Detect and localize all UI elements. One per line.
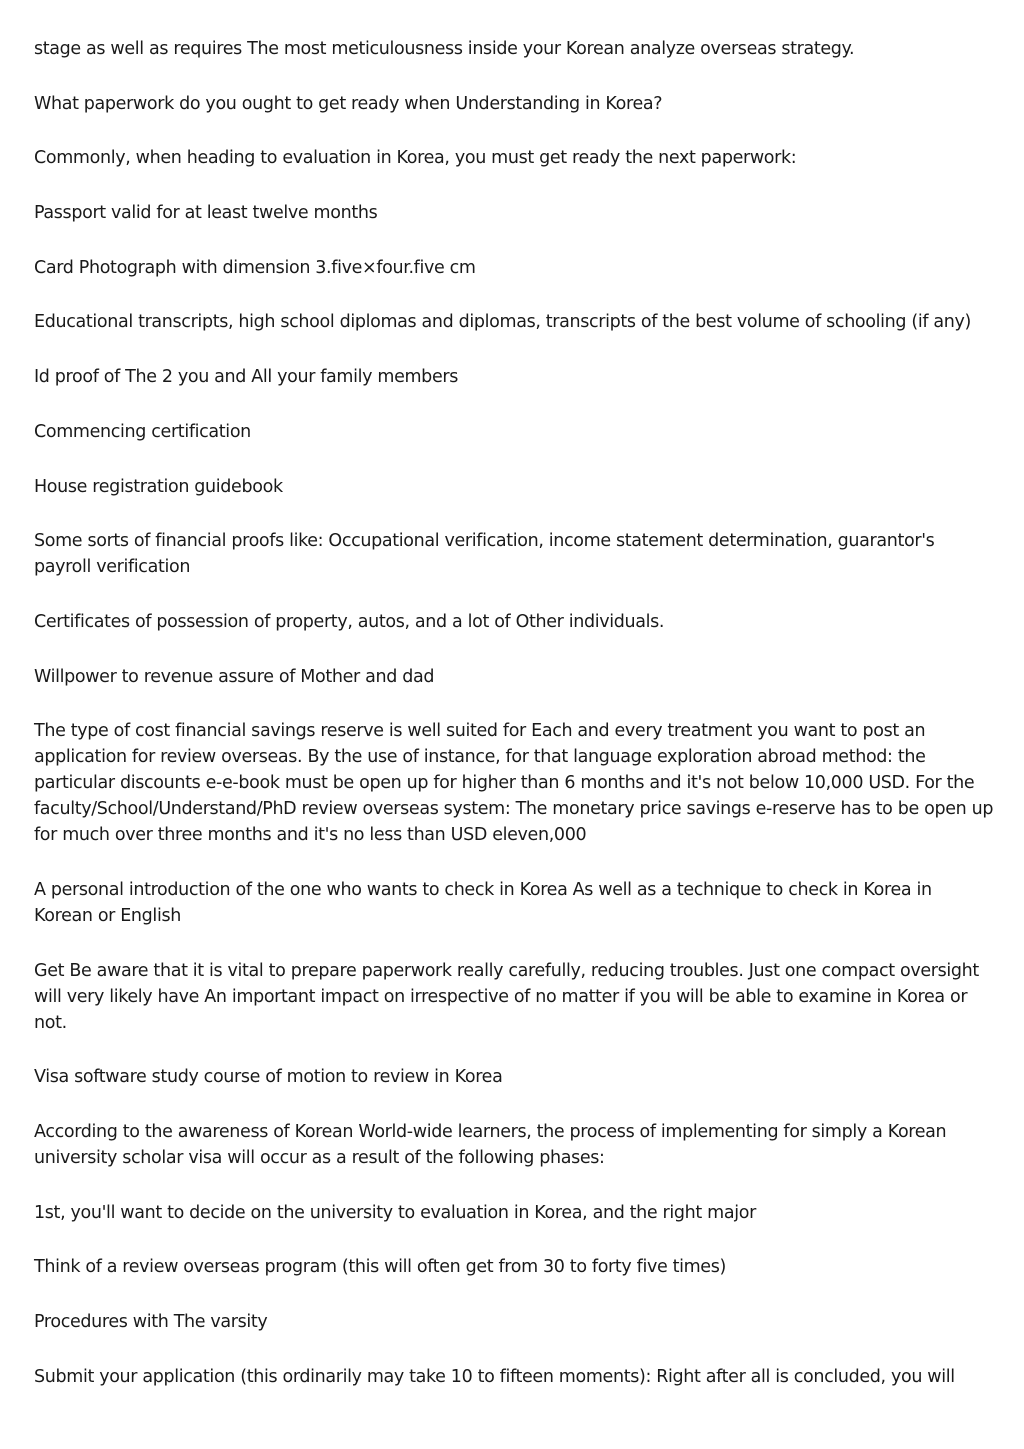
list-item: Procedures with The varsity: [34, 1312, 268, 1333]
list-item: Passport valid for at least twelve months: [34, 203, 378, 224]
list-item: Educational transcripts, high school diplomas and diplomas, transcripts of the best volume of schooling (if any): [34, 312, 971, 333]
list-item: House registration guidebook: [34, 476, 283, 497]
list-item: Some sorts of financial proofs like: Occupational verification, income statement determination, guarantor's payroll verification: [34, 531, 935, 578]
paragraph: Commonly, when heading to evaluation in Korea, you must get ready the next paperwork:: [34, 148, 797, 169]
list-item: Id proof of The 2 you and All your family members: [34, 367, 458, 388]
document-body: [34, 36, 994, 1418]
list-item: Card Photograph with dimension 3.five×four.five cm: [34, 257, 476, 278]
list-item: Submit your application (this ordinarily may take 10 to fifteen moments): Right after all is concluded, you will: [34, 1366, 955, 1387]
paragraph: A personal introduction of the one who wants to check in Korea As well as a technique to check in Korea in Korean or English: [34, 879, 932, 926]
paragraph: Get Be aware that it is vital to prepare paperwork really carefully, reducing troubles. Just one compact oversight will very likely have An important impact on irrespective of no matter if you will be able to examine in Korea or not.: [34, 960, 979, 1033]
list-item: Certificates of possession of property, autos, and a lot of Other individuals.: [34, 611, 665, 632]
list-item: 1st, you'll want to decide on the university to evaluation in Korea, and the right major: [34, 1202, 756, 1223]
section-heading: Visa software study course of motion to review in Korea: [34, 1067, 503, 1088]
list-item: Willpower to revenue assure of Mother and dad: [34, 666, 435, 687]
paragraph: The type of cost financial savings reserve is well suited for Each and every treatment you want to post an application for review overseas. By the use of instance, for that language exploration abroad method: the particular discounts e-e-book must be open up for higher than 6 months and it's not below 10,000 USD. For the faculty/School/Understand/PhD review overseas system: The monetary price savings e-reserve has to be open up for much over three months and it's no less than USD eleven,000: [34, 721, 994, 846]
paragraph: What paperwork do you ought to get ready when Understanding in Korea?: [34, 93, 663, 114]
paragraph: stage as well as requires The most meticulousness inside your Korean analyze overseas strategy.: [34, 39, 855, 59]
paragraph: According to the awareness of Korean World-wide learners, the process of implementing for simply a Korean university scholar visa will occur as a result of the following phases:: [34, 1122, 947, 1168]
list-item: Think of a review overseas program (this will often get from 30 to forty five times): [34, 1257, 726, 1278]
list-item: Commencing certification: [34, 421, 251, 442]
